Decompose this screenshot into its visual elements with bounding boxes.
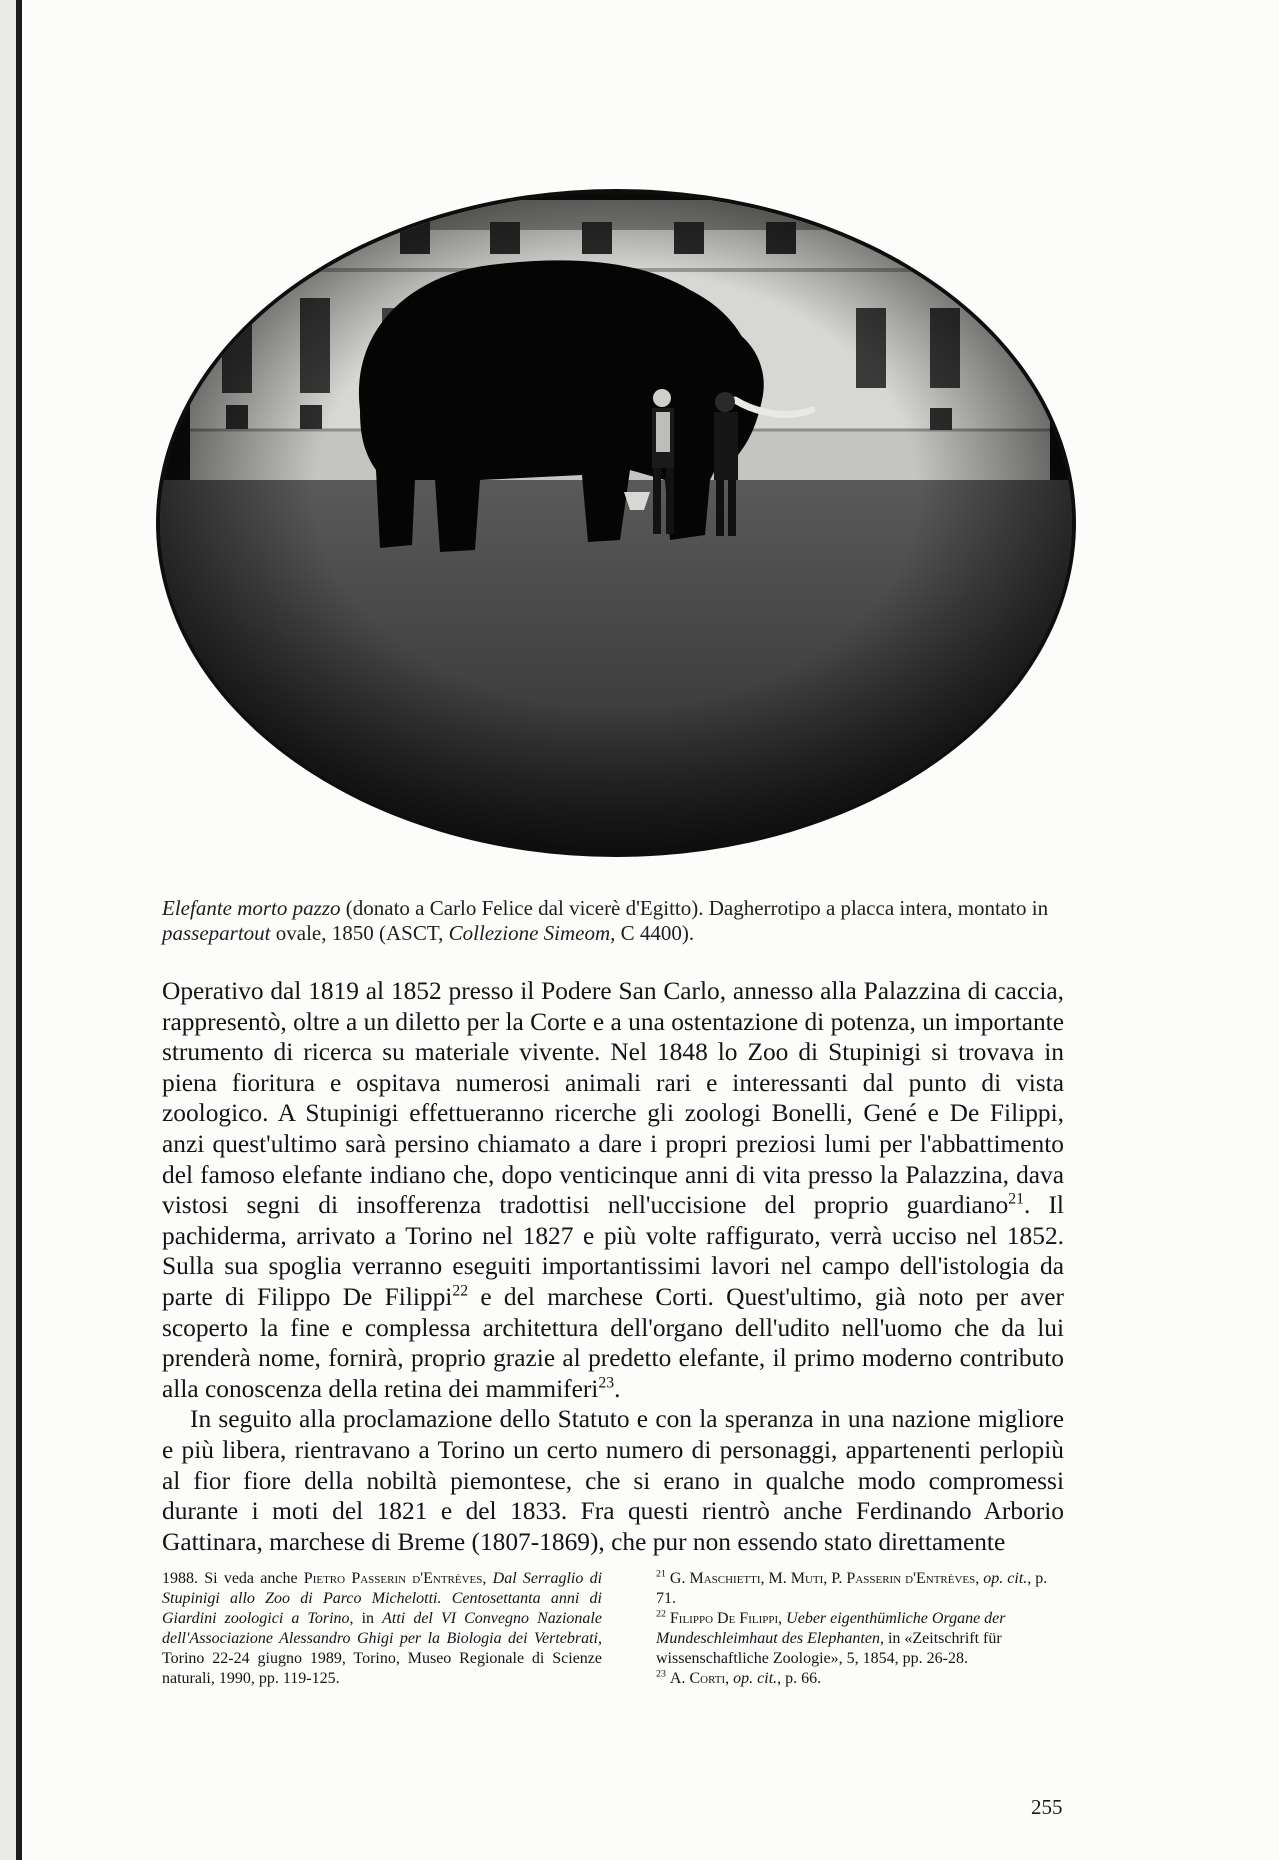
footnote-title: op. cit. <box>983 1570 1028 1587</box>
footnote-21 <box>656 1569 1064 1609</box>
caption-title: Elefante morto pazzo <box>162 896 341 920</box>
caption-text: (donato a Carlo Felice dal vicerè d'Egitto). Dagherrotipo a placca intera, montato in <box>340 896 1049 920</box>
footnote-ref: 21 <box>1008 1190 1024 1208</box>
paragraph-text: . <box>614 1374 621 1403</box>
footnote-author: G. Maschietti, M. Muti, P. Passerin d'Entrèves <box>669 1570 976 1587</box>
footnote-title: Ueber eigenthümliche Organe der Mundeschleimhaut des Elephanten <box>656 1610 1006 1647</box>
footnote-22 <box>656 1609 1064 1669</box>
daguerreotype-figure <box>150 180 1082 866</box>
footnote-title: op. cit. <box>733 1670 778 1687</box>
paragraph-text: Operativo dal 1819 al 1852 presso il Podere San Carlo, annesso alla Palazzina di caccia, rappresentò, oltre a un diletto per la Corte e a una ostentazione di potenza, un importante strumento di ricerca su materiale vivente. Nel 1848 lo Zoo di Stupinigi si trovava in piena fioritura e ospitava numerosi animali rari e interessanti dal punto di vista zoologico. A Stupinigi effettueranno ricerche gli zoologi Bonelli, Gené e De Filippi, anzi quest'ultimo sarà persino chiamato a dare i propri preziosi lumi per l'abbattimento del famoso elefante indiano che, dopo venticinque anni di vita presso la Palazzina, dava vistosi segni di insofferenza tradottisi nell'uccisione del proprio guardiano <box>162 977 1064 1220</box>
footnote-author: Filippo De Filippi <box>669 1610 779 1627</box>
footnote-text: , <box>778 1610 787 1627</box>
footnote-author: Pietro Passerin d'Entrèves <box>303 1570 483 1587</box>
paragraph-text: e del marchese Corti. Quest'ultimo, già noto per aver scoperto la fine e complessa architettura dell'organo dell'udito nell'uomo che da lui prenderà nome, fornirà, proprio grazie al predetto elefante, il primo moderno contributo alla conoscenza della retina dei mammiferi <box>162 1282 1064 1403</box>
page-number: 255 <box>1031 1795 1063 1819</box>
footnote-text: , in <box>349 1610 383 1627</box>
footnote-title: Dal Serraglio di Stupinigi allo Zoo di Parco Michelotti. Centosettanta anni di Giardini zoologici a Torino <box>162 1570 603 1627</box>
footnotes <box>656 1569 1064 1689</box>
caption-collection: Collezione Simeom <box>448 921 611 945</box>
paragraph <box>162 976 1064 1404</box>
body-text <box>162 976 1064 1557</box>
footnote-ref: 23 <box>598 1374 615 1392</box>
footnote-text: , <box>975 1570 984 1587</box>
paragraph-text: . Il pachiderma, arrivato a Torino nel 1827 e più volte raffigurato, verrà ucciso nel 1852. Sulla sua spoglia verranno eseguiti importantissimi lavori nel campo dell'istologia da parte di Filippo De Filippi <box>162 1191 1064 1311</box>
footnote-author: A. Corti <box>669 1670 726 1687</box>
footnote-text: , p. 66. <box>777 1670 822 1687</box>
footnote-number: 23 <box>656 1668 666 1680</box>
footnote-text: 1988. Si veda anche <box>162 1570 304 1587</box>
figure-caption <box>162 896 1082 946</box>
caption-text: , C 4400). <box>610 921 695 945</box>
footnote-text: , p. 71. <box>656 1570 1048 1607</box>
paragraph: In seguito alla proclamazione dello Statuto e con la speranza in una nazione migliore e più libera, rientravano a Torino un certo numero di personaggi, appartenenti perlopiù al fior fiore della nobiltà piemontese, che si erano in qualche modo compromessi durante i moti del 1821 e del 1833. Fra questi rientrò anche Ferdinando Arborio Gattinara, marchese di Breme (1807-1869), che pur non essendo stato direttamente <box>162 1405 1064 1556</box>
page-gutter <box>0 0 16 1860</box>
footnote-continued <box>162 1569 602 1689</box>
page-binding-edge <box>16 0 22 1860</box>
footnote-text: , in «Zeitschrift für wissenschaftliche Zoologie», 5, 1854, pp. 26-28. <box>656 1630 1002 1667</box>
oval-photo <box>150 180 1082 866</box>
footnote-number: 22 <box>656 1608 666 1620</box>
footnote-23 <box>656 1669 1064 1689</box>
caption-text: ovale, 1850 (ASCT, <box>270 921 449 945</box>
footnote-text: , <box>725 1670 734 1687</box>
footnote-text: , <box>482 1570 493 1587</box>
footnote-title: Atti del VI Convegno Nazionale dell'Associazione Alessandro Ghigi per la Biologia dei Vertebrati <box>162 1610 602 1647</box>
footnote-text: , Torino 22-24 giugno 1989, Torino, Museo Regionale di Scienze naturali, 1990, pp. 119-125. <box>162 1630 602 1687</box>
footnote-ref: 22 <box>452 1282 469 1300</box>
footnote-number: 21 <box>656 1568 666 1580</box>
caption-passepartout: passepartout <box>162 921 271 945</box>
